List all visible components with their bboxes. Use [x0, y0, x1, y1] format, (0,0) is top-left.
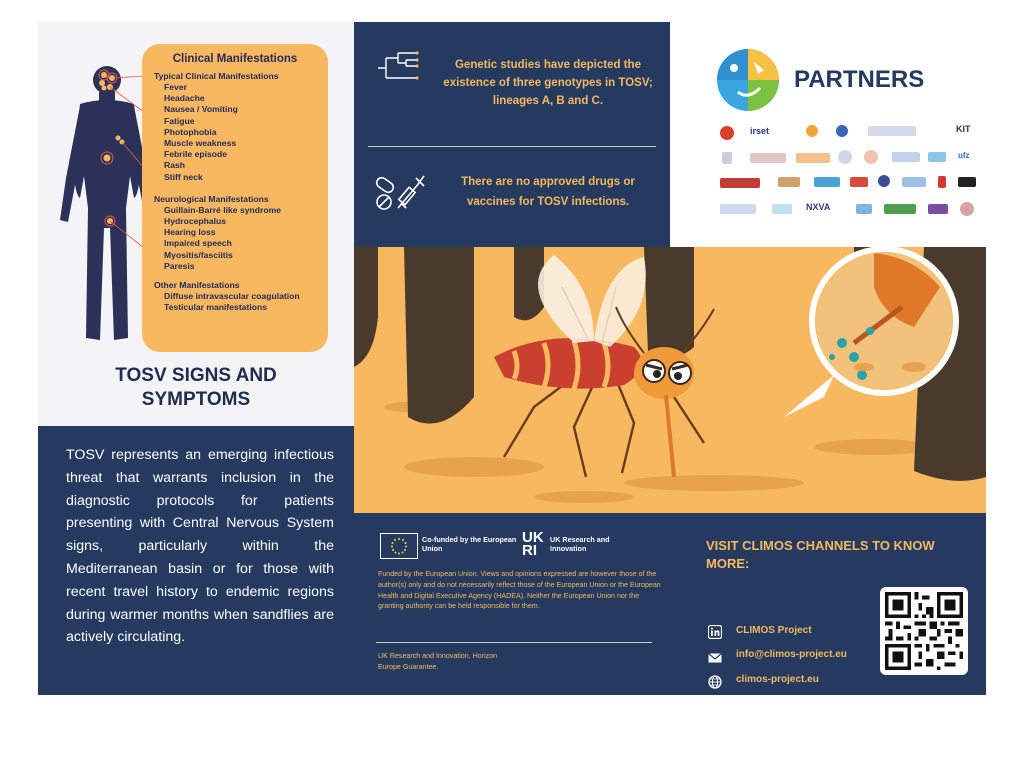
partner-logo-icon: [864, 150, 878, 164]
linkedin-icon: [708, 625, 722, 639]
partner-logo-icon: [850, 177, 868, 187]
divider: [376, 642, 652, 643]
email-link[interactable]: info@climos-project.eu: [736, 649, 847, 660]
neuro-item: Hearing loss: [164, 227, 216, 238]
phylogenetic-tree-icon: [376, 50, 426, 86]
neuro-heading: Neurological Manifestations: [154, 193, 269, 204]
partner-logo-ufz: ufz: [958, 151, 970, 160]
ukri-label: UK Research and Innovation: [550, 535, 610, 553]
eu-flag-icon: [380, 533, 418, 559]
contact-panel: [670, 513, 986, 695]
partner-logo-irset: irset: [750, 126, 770, 136]
email-icon: [708, 651, 722, 665]
neuro-item: Impaired speech: [164, 238, 232, 249]
other-item: Testicular manifestations: [164, 302, 267, 313]
typical-item: Photophobia: [164, 126, 217, 137]
linkedin-link[interactable]: CLIMOS Project: [736, 625, 812, 636]
partner-logo-kit: KIT: [956, 124, 971, 134]
qr-code-icon[interactable]: [880, 587, 968, 675]
partner-logo-icon: [796, 153, 830, 163]
neuro-item: Guillain-Barré like syndrome: [164, 204, 282, 215]
facts-panel: [354, 22, 670, 247]
pills-syringe-icon: [372, 170, 430, 214]
partner-logo-nxva: NXVA: [806, 202, 831, 212]
partner-logo-icon: [928, 152, 946, 162]
eu-cofunded-label: Co-funded by the European Union: [422, 535, 517, 553]
typical-item: Rash: [164, 160, 186, 171]
partner-logo-icon: [928, 204, 948, 214]
partner-logo-icon: [720, 126, 734, 140]
genotypes-fact: Genetic studies have depicted the existence of three genotypes in TOSV; lineages A, B and C.: [443, 59, 653, 107]
typical-item: Stiff neck: [164, 171, 203, 182]
partner-logo-icon: [856, 204, 872, 214]
neuro-item: Hydrocephalus: [164, 216, 227, 227]
poster: [38, 22, 986, 695]
partner-logo-icon: [902, 177, 926, 187]
partner-logo-icon: [884, 204, 916, 214]
partner-logo-icon: [958, 177, 976, 187]
signs-title: TOSV SIGNS AND SYMPTOMS: [115, 365, 277, 410]
partner-logo-icon: [720, 178, 760, 188]
description-panel: [38, 426, 354, 695]
sandfly-illustration: [354, 247, 986, 513]
website-link[interactable]: climos-project.eu: [736, 674, 819, 685]
other-heading: Other Manifestations: [154, 280, 240, 291]
typical-item: Nausea / Vomiting: [164, 104, 238, 115]
ukri-logo: UK RI: [522, 529, 544, 559]
partner-logo-icon: [778, 177, 800, 187]
signs-panel: [38, 22, 354, 426]
typical-item: Fever: [164, 82, 187, 92]
partner-logo-icon: [868, 126, 916, 136]
partner-logo-icon: [720, 204, 756, 214]
partner-logo-icon: [838, 150, 852, 164]
partner-logo-icon: [750, 153, 786, 163]
partner-logo-icon: [806, 125, 818, 137]
typical-item: Headache: [164, 93, 205, 104]
sandfly-icon: [354, 247, 986, 513]
climos-logo-icon: [716, 48, 780, 112]
partner-logo-icon: [722, 152, 732, 164]
partner-logo-icon: [892, 152, 920, 162]
typical-heading: Typical Clinical Manifestations: [154, 71, 279, 81]
globe-icon: [708, 675, 722, 689]
partners-title: PARTNERS: [794, 66, 925, 93]
other-item: Diffuse intravascular coagulation: [164, 291, 300, 302]
partner-logo-icon: [836, 125, 848, 137]
partner-logo-icon: [960, 202, 974, 216]
typical-item: Fatigue: [164, 115, 195, 126]
divider: [368, 146, 656, 147]
clinical-manifestations-box: [142, 44, 328, 352]
neuro-item: Myositis/fasciitis: [164, 249, 233, 260]
drugs-fact: There are no approved drugs or vaccines for TOSV infections.: [461, 176, 635, 208]
funding-disclaimer: Funded by the European Union. Views and opinions expressed are however those of the author(s) only and do not necessarily reflect those of the European Union or the European Health and Digital Executive Agency (HADEA). Neither the European Union nor the granting authority can be held responsible for them.: [378, 570, 661, 611]
partners-panel: [670, 22, 986, 247]
partner-logo-icon: [938, 176, 946, 188]
partner-logo-icon: [814, 177, 840, 187]
visit-title: VISIT CLIMOS CHANNELS TO KNOW MORE:: [706, 538, 935, 571]
partner-logo-icon: [772, 204, 792, 214]
ukri-guarantee: UK Research and Innovation, Horizon Europe Guarantee.: [378, 652, 498, 671]
neuro-item: Paresis: [164, 260, 195, 271]
funding-panel: [354, 513, 670, 695]
partner-logo-icon: [878, 175, 890, 187]
clinical-title: Clinical Manifestations: [172, 53, 298, 65]
typical-item: Muscle weakness: [164, 138, 237, 149]
description-text: TOSV represents an emerging infectious threat that warrants inclusion in the diagnostic protocols for patients presenting with Central Nervous System signs, particularly within the Mediterranean basin or for those with recent travel history to endemic regions during warmer months when sandflies are actively circulating.: [66, 447, 334, 646]
typical-item: Febrile episode: [164, 149, 228, 160]
